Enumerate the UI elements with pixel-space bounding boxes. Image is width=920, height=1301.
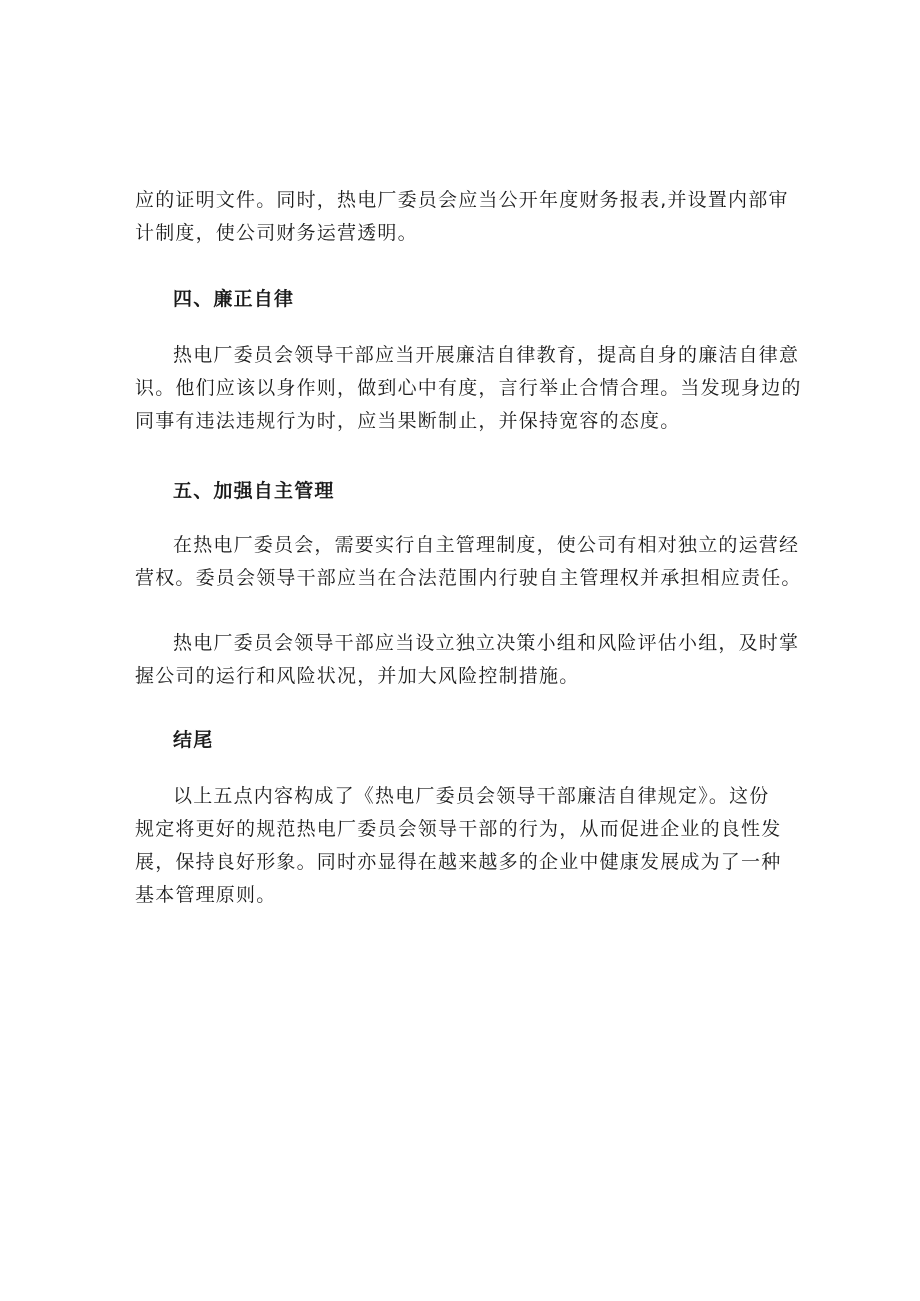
paragraph-self-management [135, 529, 807, 595]
paragraph-conclusion [135, 780, 807, 912]
paragraph-integrity [135, 339, 807, 438]
paragraph-line: 热电厂委员会领导干部应当设立独立决策小组和风险评估小组，及时掌 [173, 632, 800, 654]
section-heading-conclusion: 结尾 [173, 729, 214, 751]
paragraph-line: 规定将更好的规范热电厂委员会领导干部的行为，从而促进企业的良性发 [135, 818, 782, 840]
section-heading-integrity: 四、廉正自律 [173, 288, 295, 310]
paragraph-line: 基本管理原则。 [135, 884, 277, 906]
paragraph-line: 应的证明文件。同时，热电厂委员会应当公开年度财务报表,并设置内部审 [135, 189, 789, 211]
paragraph-line: 热电厂委员会领导干部应当开展廉洁自律教育，提高自身的廉洁自律意 [173, 344, 800, 366]
paragraph-line: 以上五点内容构成了《热电厂委员会领导干部廉洁自律规定》。这份 [173, 785, 770, 807]
paragraph-line: 营权。委员会领导干部应当在合法范围内行驶自主管理权并承担相应责任。 [135, 567, 802, 589]
paragraph-line: 在热电厂委员会，需要实行自主管理制度，使公司有相对独立的运营经 [173, 534, 800, 556]
paragraph-line: 计制度，使公司财务运营透明。 [135, 222, 418, 244]
paragraph-financial-transparency [135, 184, 807, 250]
paragraph-line: 识。他们应该以身作则，做到心中有度，言行举止合情合理。当发现身边的 [135, 377, 802, 399]
paragraph-line: 同事有违法违规行为时，应当果断制止，并保持宽容的态度。 [135, 410, 681, 432]
section-heading-self-management: 五、加强自主管理 [173, 480, 335, 502]
paragraph-line: 展，保持良好形象。同时亦显得在越来越多的企业中健康发展成为了一种 [135, 851, 782, 873]
paragraph-decision-groups [135, 627, 807, 693]
paragraph-line: 握公司的运行和风险状况，并加大风险控制措施。 [135, 665, 580, 687]
